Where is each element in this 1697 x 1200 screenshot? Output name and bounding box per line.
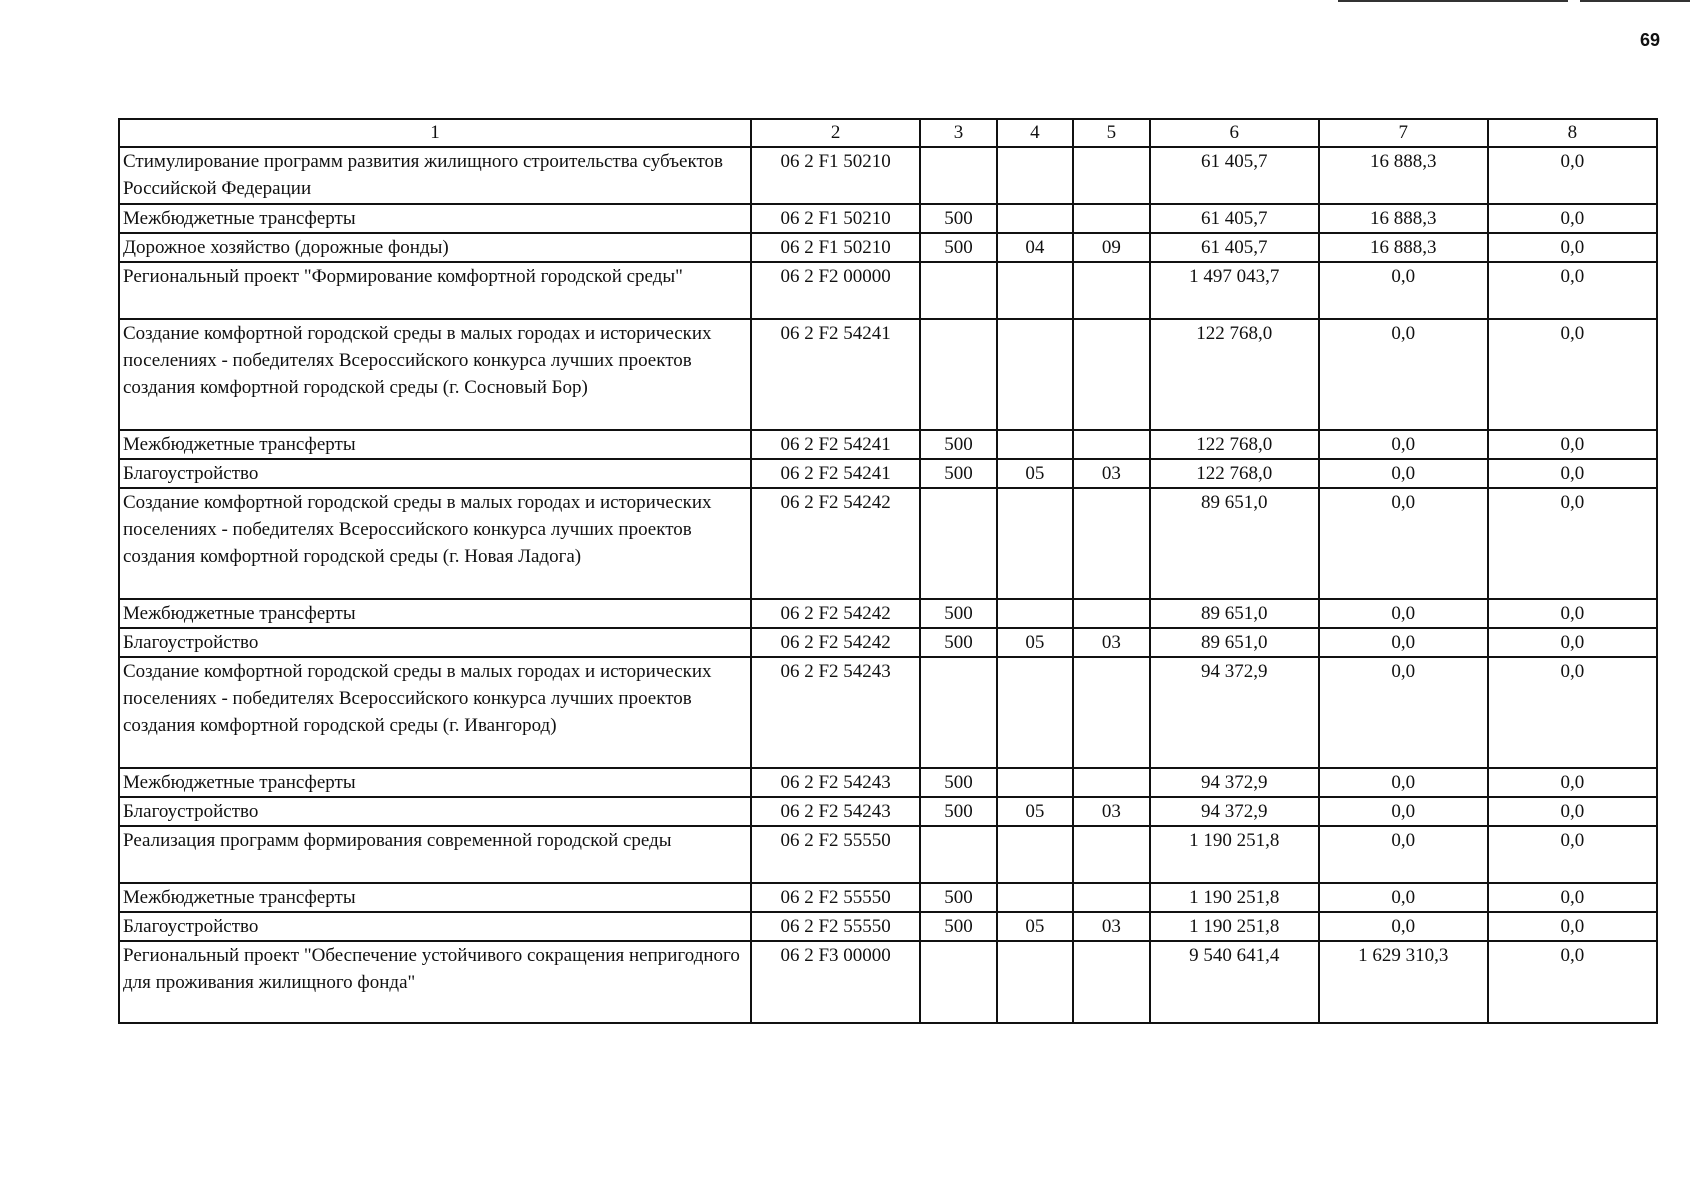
- row-code-cell: 06 2 F2 54242: [751, 488, 920, 599]
- row-col3-cell: [920, 488, 996, 599]
- table-row: [119, 204, 1657, 233]
- row-col4-cell: [997, 430, 1073, 459]
- row-code-cell: 06 2 F2 54241: [751, 319, 920, 430]
- row-col4-cell: [997, 941, 1073, 1023]
- column-header: 2: [751, 119, 920, 147]
- row-col7-cell: 0,0: [1319, 599, 1488, 628]
- row-col8-cell: 0,0: [1488, 599, 1657, 628]
- row-col6-cell: 89 651,0: [1150, 488, 1319, 599]
- row-code-cell: 06 2 F2 54243: [751, 768, 920, 797]
- row-col7-cell: 0,0: [1319, 488, 1488, 599]
- row-col5-cell: [1073, 430, 1149, 459]
- row-col7-cell: 1 629 310,3: [1319, 941, 1488, 1023]
- table-row: [119, 599, 1657, 628]
- top-rule-left: [1338, 0, 1568, 2]
- row-code-cell: 06 2 F2 00000: [751, 262, 920, 319]
- row-name-cell: Межбюджетные трансферты: [119, 768, 751, 797]
- row-col6-cell: 122 768,0: [1150, 430, 1319, 459]
- column-header: 4: [997, 119, 1073, 147]
- row-col3-cell: [920, 657, 996, 768]
- row-col6-cell: 61 405,7: [1150, 204, 1319, 233]
- row-code-cell: 06 2 F2 55550: [751, 826, 920, 883]
- row-col5-cell: 09: [1073, 233, 1149, 262]
- column-header: 6: [1150, 119, 1319, 147]
- table-row: [119, 430, 1657, 459]
- row-col7-cell: 0,0: [1319, 883, 1488, 912]
- row-col5-cell: [1073, 768, 1149, 797]
- top-rule-right: [1580, 0, 1690, 2]
- row-col6-cell: 94 372,9: [1150, 657, 1319, 768]
- row-col4-cell: 04: [997, 233, 1073, 262]
- row-col3-cell: 500: [920, 430, 996, 459]
- row-code-cell: 06 2 F2 54241: [751, 430, 920, 459]
- row-col8-cell: 0,0: [1488, 941, 1657, 1023]
- row-col4-cell: [997, 599, 1073, 628]
- row-col6-cell: 94 372,9: [1150, 797, 1319, 826]
- row-col7-cell: 0,0: [1319, 797, 1488, 826]
- row-col5-cell: 03: [1073, 912, 1149, 941]
- row-col7-cell: 0,0: [1319, 430, 1488, 459]
- row-col8-cell: 0,0: [1488, 883, 1657, 912]
- row-col7-cell: 16 888,3: [1319, 233, 1488, 262]
- row-name-cell: Дорожное хозяйство (дорожные фонды): [119, 233, 751, 262]
- row-name-cell: Создание комфортной городской среды в малых городах и исторических поселениях - победителях Всероссийского конкурса лучших проектов создания комфортной городской среды (г. Ивангород): [119, 657, 751, 768]
- table-row: [119, 262, 1657, 319]
- row-col8-cell: 0,0: [1488, 204, 1657, 233]
- row-col4-cell: [997, 147, 1073, 204]
- row-name-cell: Создание комфортной городской среды в малых городах и исторических поселениях - победителях Всероссийского конкурса лучших проектов создания комфортной городской среды (г. Сосновый Бор): [119, 319, 751, 430]
- row-code-cell: 06 2 F2 54242: [751, 628, 920, 657]
- column-header: 8: [1488, 119, 1657, 147]
- row-col5-cell: 03: [1073, 797, 1149, 826]
- row-col4-cell: [997, 657, 1073, 768]
- row-col4-cell: 05: [997, 628, 1073, 657]
- row-col4-cell: 05: [997, 912, 1073, 941]
- row-name-cell: Межбюджетные трансферты: [119, 599, 751, 628]
- row-col7-cell: 0,0: [1319, 826, 1488, 883]
- table-row: [119, 488, 1657, 599]
- row-col7-cell: 16 888,3: [1319, 147, 1488, 204]
- row-name-cell: Стимулирование программ развития жилищного строительства субъектов Российской Федерации: [119, 147, 751, 204]
- row-code-cell: 06 2 F1 50210: [751, 204, 920, 233]
- row-col3-cell: [920, 941, 996, 1023]
- row-col6-cell: 89 651,0: [1150, 628, 1319, 657]
- row-col8-cell: 0,0: [1488, 826, 1657, 883]
- column-header: 3: [920, 119, 996, 147]
- row-col8-cell: 0,0: [1488, 768, 1657, 797]
- row-col7-cell: 0,0: [1319, 768, 1488, 797]
- row-col3-cell: [920, 262, 996, 319]
- row-col4-cell: [997, 204, 1073, 233]
- row-code-cell: 06 2 F2 54243: [751, 657, 920, 768]
- row-col3-cell: 500: [920, 883, 996, 912]
- row-col8-cell: 0,0: [1488, 233, 1657, 262]
- row-col5-cell: [1073, 599, 1149, 628]
- row-col3-cell: 500: [920, 599, 996, 628]
- row-col3-cell: 500: [920, 768, 996, 797]
- row-col8-cell: 0,0: [1488, 319, 1657, 430]
- table-row: [119, 657, 1657, 768]
- row-name-cell: Региональный проект "Формирование комфортной городской среды": [119, 262, 751, 319]
- row-code-cell: 06 2 F2 54243: [751, 797, 920, 826]
- row-name-cell: Межбюджетные трансферты: [119, 883, 751, 912]
- row-col4-cell: [997, 319, 1073, 430]
- row-col8-cell: 0,0: [1488, 430, 1657, 459]
- table-row: [119, 233, 1657, 262]
- table-row: [119, 768, 1657, 797]
- row-col4-cell: [997, 488, 1073, 599]
- row-col5-cell: [1073, 941, 1149, 1023]
- page-number: 69: [1640, 30, 1661, 50]
- row-col3-cell: [920, 147, 996, 204]
- row-col8-cell: 0,0: [1488, 488, 1657, 599]
- table-header-row: [119, 119, 1657, 147]
- row-col4-cell: [997, 826, 1073, 883]
- row-code-cell: 06 2 F2 54242: [751, 599, 920, 628]
- budget-table: [118, 118, 1658, 1024]
- row-name-cell: Межбюджетные трансферты: [119, 204, 751, 233]
- row-col6-cell: 1 190 251,8: [1150, 826, 1319, 883]
- row-col8-cell: 0,0: [1488, 262, 1657, 319]
- row-col6-cell: 9 540 641,4: [1150, 941, 1319, 1023]
- row-col4-cell: 05: [997, 459, 1073, 488]
- row-col8-cell: 0,0: [1488, 628, 1657, 657]
- row-col3-cell: 500: [920, 797, 996, 826]
- row-name-cell: Благоустройство: [119, 797, 751, 826]
- row-code-cell: 06 2 F1 50210: [751, 147, 920, 204]
- row-col6-cell: 122 768,0: [1150, 459, 1319, 488]
- row-name-cell: Межбюджетные трансферты: [119, 430, 751, 459]
- row-col3-cell: [920, 826, 996, 883]
- table-row: [119, 147, 1657, 204]
- row-col3-cell: [920, 319, 996, 430]
- column-header: 7: [1319, 119, 1488, 147]
- row-col3-cell: 500: [920, 233, 996, 262]
- row-col4-cell: [997, 768, 1073, 797]
- row-col6-cell: 61 405,7: [1150, 233, 1319, 262]
- row-name-cell: Благоустройство: [119, 459, 751, 488]
- row-col8-cell: 0,0: [1488, 147, 1657, 204]
- table-row: [119, 883, 1657, 912]
- row-col8-cell: 0,0: [1488, 459, 1657, 488]
- row-col5-cell: 03: [1073, 459, 1149, 488]
- row-code-cell: 06 2 F2 55550: [751, 912, 920, 941]
- table-row: [119, 941, 1657, 1023]
- row-col5-cell: [1073, 657, 1149, 768]
- table-row: [119, 459, 1657, 488]
- row-col7-cell: 0,0: [1319, 319, 1488, 430]
- table-row: [119, 319, 1657, 430]
- row-col4-cell: [997, 883, 1073, 912]
- row-col3-cell: 500: [920, 912, 996, 941]
- row-col5-cell: [1073, 204, 1149, 233]
- row-col7-cell: 0,0: [1319, 912, 1488, 941]
- row-col3-cell: 500: [920, 628, 996, 657]
- row-col3-cell: 500: [920, 459, 996, 488]
- row-col8-cell: 0,0: [1488, 912, 1657, 941]
- row-col7-cell: 0,0: [1319, 459, 1488, 488]
- row-col7-cell: 16 888,3: [1319, 204, 1488, 233]
- row-col7-cell: 0,0: [1319, 262, 1488, 319]
- row-col5-cell: [1073, 488, 1149, 599]
- table-body: [119, 147, 1657, 1023]
- row-col5-cell: [1073, 319, 1149, 430]
- row-col3-cell: 500: [920, 204, 996, 233]
- column-header: 5: [1073, 119, 1149, 147]
- row-col6-cell: 61 405,7: [1150, 147, 1319, 204]
- table-row: [119, 912, 1657, 941]
- row-col5-cell: 03: [1073, 628, 1149, 657]
- column-header: 1: [119, 119, 751, 147]
- row-col4-cell: [997, 262, 1073, 319]
- row-col8-cell: 0,0: [1488, 657, 1657, 768]
- row-col4-cell: 05: [997, 797, 1073, 826]
- row-col6-cell: 1 190 251,8: [1150, 912, 1319, 941]
- row-col8-cell: 0,0: [1488, 797, 1657, 826]
- row-col5-cell: [1073, 147, 1149, 204]
- row-code-cell: 06 2 F1 50210: [751, 233, 920, 262]
- row-col6-cell: 1 190 251,8: [1150, 883, 1319, 912]
- row-col6-cell: 94 372,9: [1150, 768, 1319, 797]
- row-name-cell: Создание комфортной городской среды в малых городах и исторических поселениях - победителях Всероссийского конкурса лучших проектов создания комфортной городской среды (г. Новая Ладога): [119, 488, 751, 599]
- row-name-cell: Региональный проект "Обеспечение устойчивого сокращения непригодного для проживания жилищного фонда": [119, 941, 751, 1023]
- table-row: [119, 826, 1657, 883]
- row-col6-cell: 122 768,0: [1150, 319, 1319, 430]
- row-name-cell: Благоустройство: [119, 628, 751, 657]
- row-name-cell: Реализация программ формирования современной городской среды: [119, 826, 751, 883]
- table-row: [119, 797, 1657, 826]
- row-col7-cell: 0,0: [1319, 628, 1488, 657]
- row-col5-cell: [1073, 826, 1149, 883]
- row-code-cell: 06 2 F2 55550: [751, 883, 920, 912]
- row-col5-cell: [1073, 883, 1149, 912]
- row-name-cell: Благоустройство: [119, 912, 751, 941]
- row-col6-cell: 89 651,0: [1150, 599, 1319, 628]
- row-code-cell: 06 2 F2 54241: [751, 459, 920, 488]
- row-code-cell: 06 2 F3 00000: [751, 941, 920, 1023]
- row-col5-cell: [1073, 262, 1149, 319]
- row-col7-cell: 0,0: [1319, 657, 1488, 768]
- table-row: [119, 628, 1657, 657]
- row-col6-cell: 1 497 043,7: [1150, 262, 1319, 319]
